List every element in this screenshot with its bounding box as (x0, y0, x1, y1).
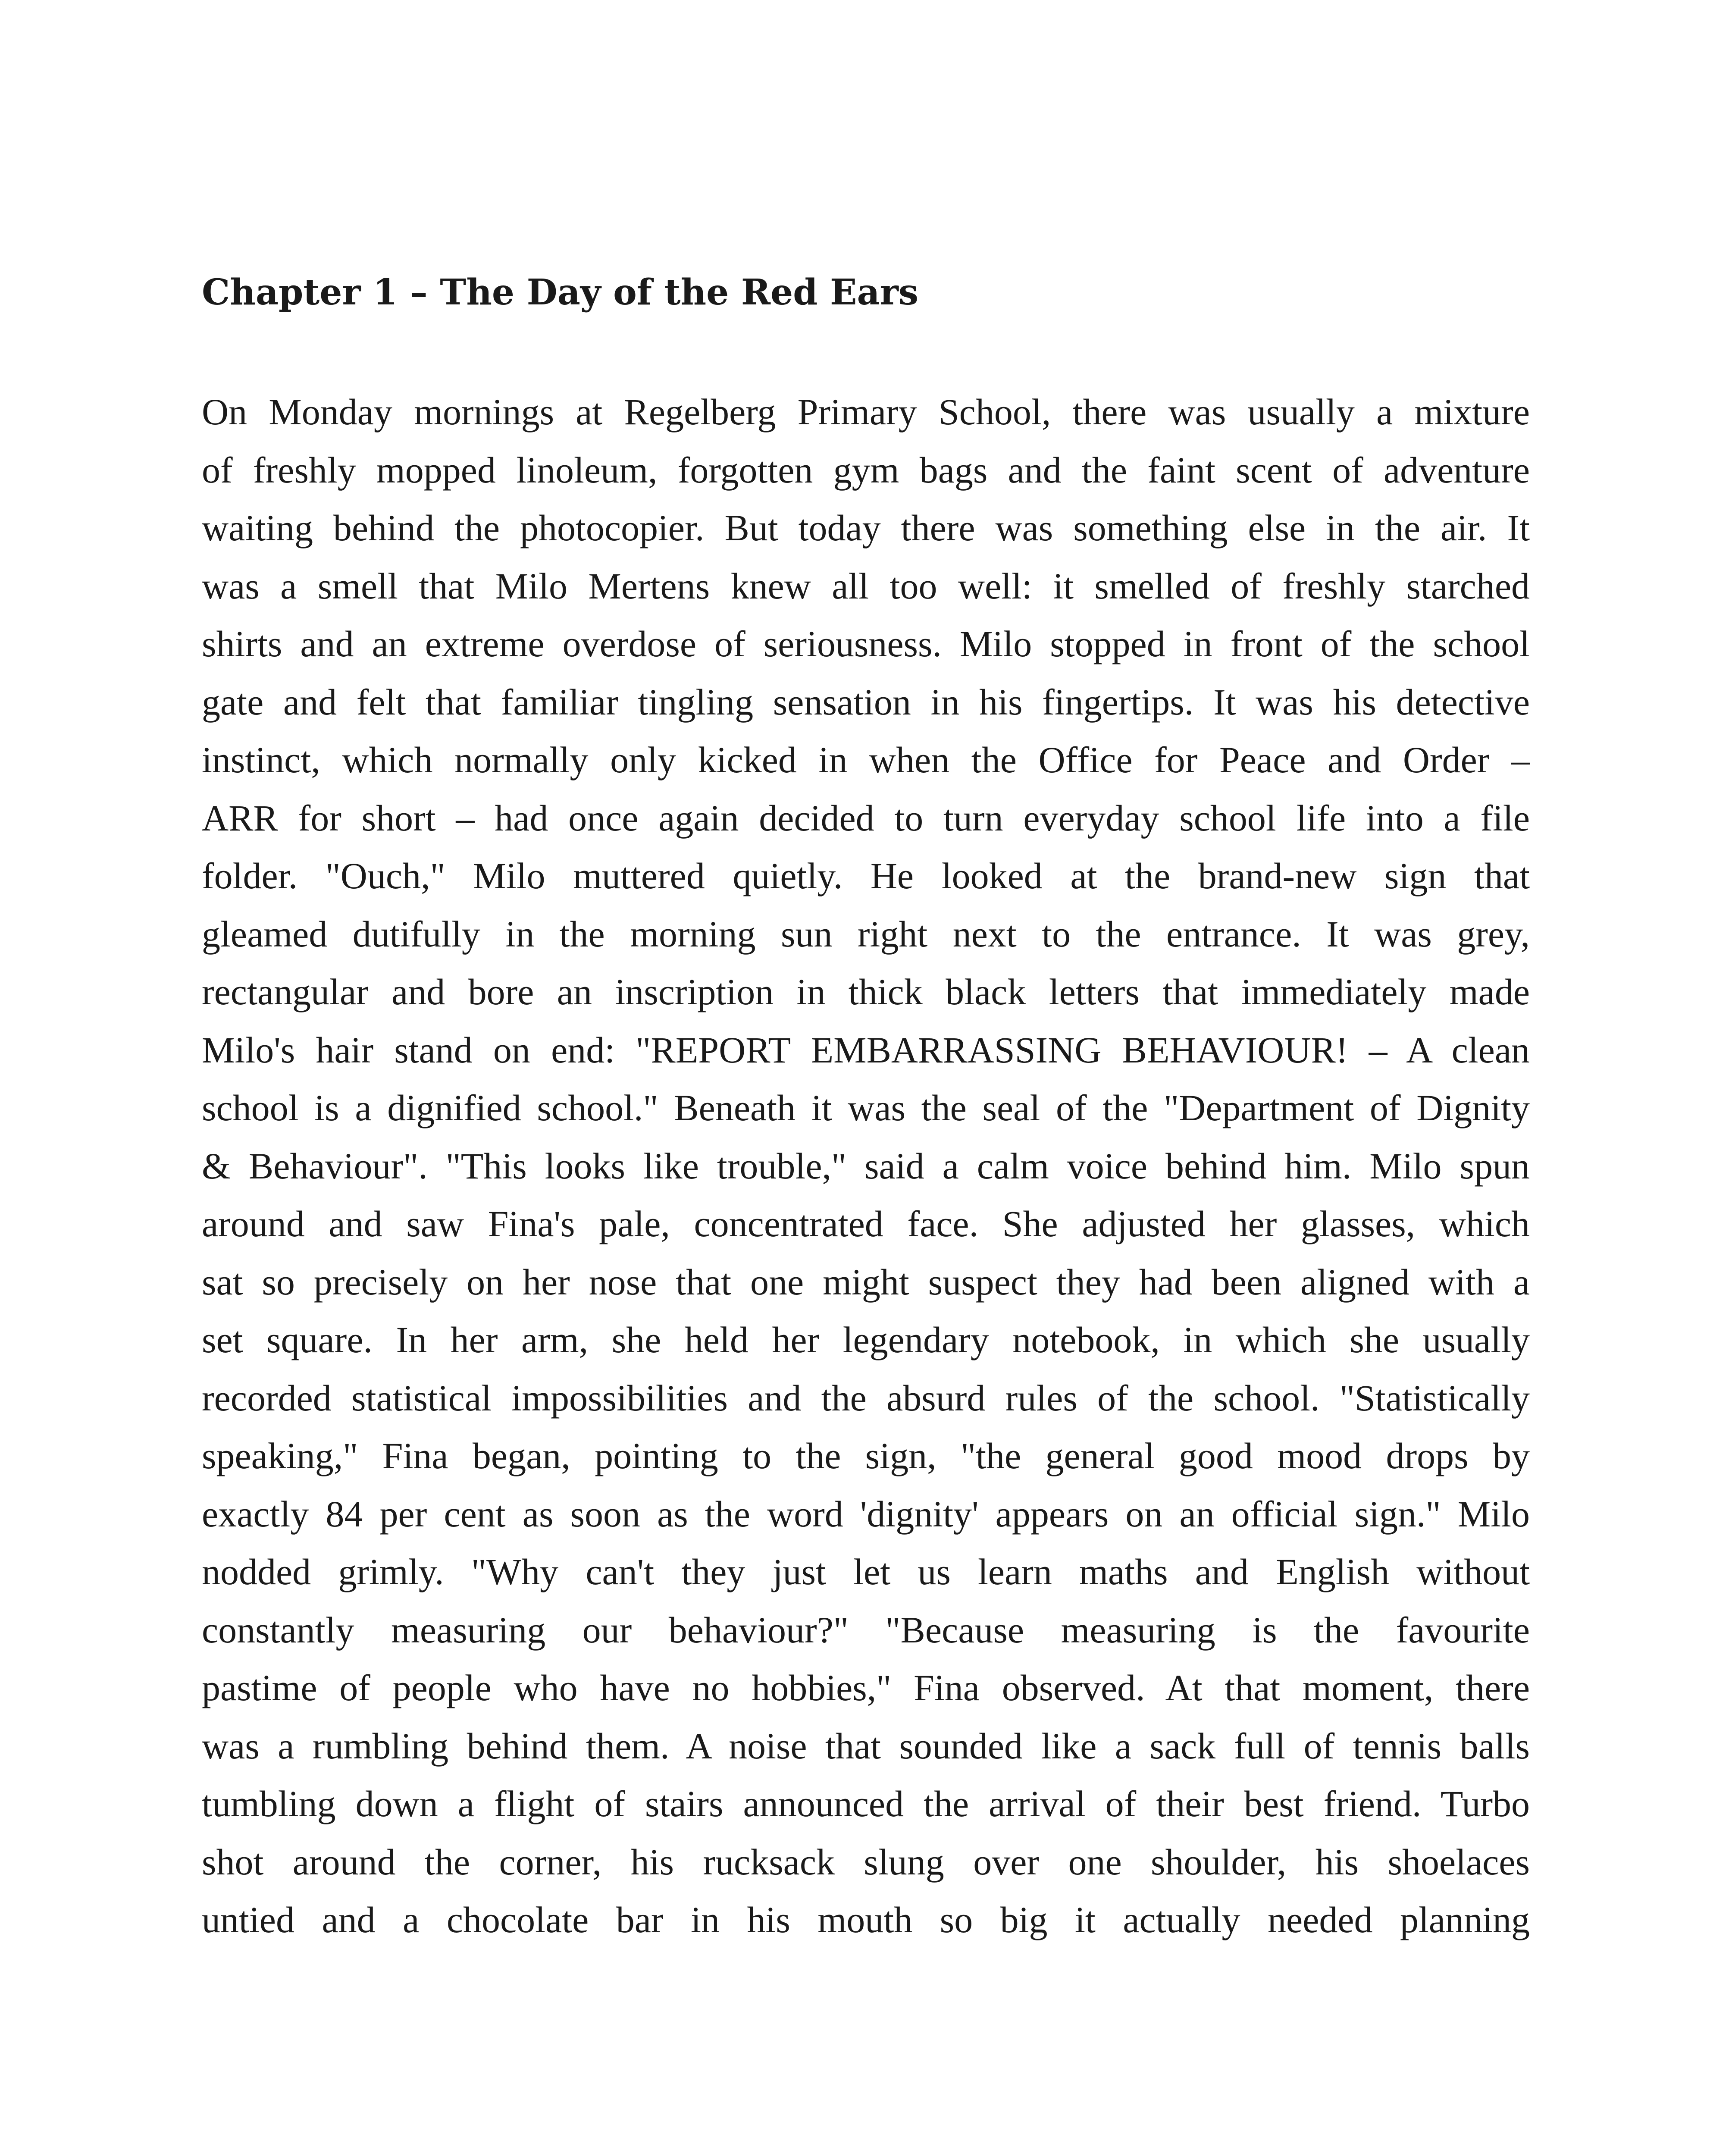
text-line: gate and felt that familiar tingling sensation in his fingertips. It was his detective (202, 681, 1530, 723)
text-line: school is a dignified school." Beneath it was the seal of the "Department of Dignity (202, 1087, 1530, 1128)
text-line: Milo's hair stand on end: "REPORT EMBARRASSING BEHAVIOUR! – A clean (202, 1029, 1530, 1071)
text-line: sat so precisely on her nose that one might suspect they had been aligned with a (202, 1261, 1530, 1303)
text-line: tumbling down a flight of stairs announced the arrival of their best friend. Turbo (202, 1783, 1530, 1824)
text-line: set square. In her arm, she held her legendary notebook, in which she usually (202, 1319, 1530, 1360)
text-line: pastime of people who have no hobbies," Fina observed. At that moment, there (202, 1667, 1530, 1708)
text-line: was a rumbling behind them. A noise that sounded like a sack full of tennis balls (202, 1725, 1530, 1767)
chapter-body (202, 383, 1530, 1949)
text-line: around and saw Fina's pale, concentrated face. She adjusted her glasses, which (202, 1203, 1530, 1244)
text-line: instinct, which normally only kicked in when the Office for Peace and Order – (202, 739, 1530, 780)
text-line: rectangular and bore an inscription in thick black letters that immediately made (202, 971, 1530, 1012)
text-line: recorded statistical impossibilities and the absurd rules of the school. "Statistically (202, 1377, 1530, 1419)
text-line: & Behaviour". "This looks like trouble," said a calm voice behind him. Milo spun (202, 1145, 1530, 1187)
text-line: untied and a chocolate bar in his mouth so big it actually needed planning (202, 1899, 1530, 1940)
text-line: speaking," Fina began, pointing to the sign, "the general good mood drops by (202, 1435, 1530, 1476)
text-line: of freshly mopped linoleum, forgotten gym bags and the faint scent of adventure (202, 449, 1530, 491)
text-line: On Monday mornings at Regelberg Primary School, there was usually a mixture (202, 391, 1530, 432)
text-line: waiting behind the photocopier. But today there was something else in the air. It (202, 507, 1530, 548)
text-line: shot around the corner, his rucksack slung over one shoulder, his shoelaces (202, 1841, 1530, 1883)
text-line: constantly measuring our behaviour?" "Because measuring is the favourite (202, 1609, 1530, 1651)
text-line: nodded grimly. "Why can't they just let us learn maths and English without (202, 1551, 1530, 1592)
chapter-title: Chapter 1 – The Day of the Red Ears (202, 272, 919, 313)
text-line: exactly 84 per cent as soon as the word 'dignity' appears on an official sign." Milo (202, 1493, 1530, 1535)
text-line: gleamed dutifully in the morning sun right next to the entrance. It was grey, (202, 913, 1530, 955)
text-line: was a smell that Milo Mertens knew all too well: it smelled of freshly starched (202, 565, 1530, 607)
text-line: shirts and an extreme overdose of seriousness. Milo stopped in front of the school (202, 623, 1530, 664)
text-line: folder. "Ouch," Milo muttered quietly. He looked at the brand-new sign that (202, 855, 1530, 896)
text-line: ARR for short – had once again decided to turn everyday school life into a file (202, 797, 1530, 839)
